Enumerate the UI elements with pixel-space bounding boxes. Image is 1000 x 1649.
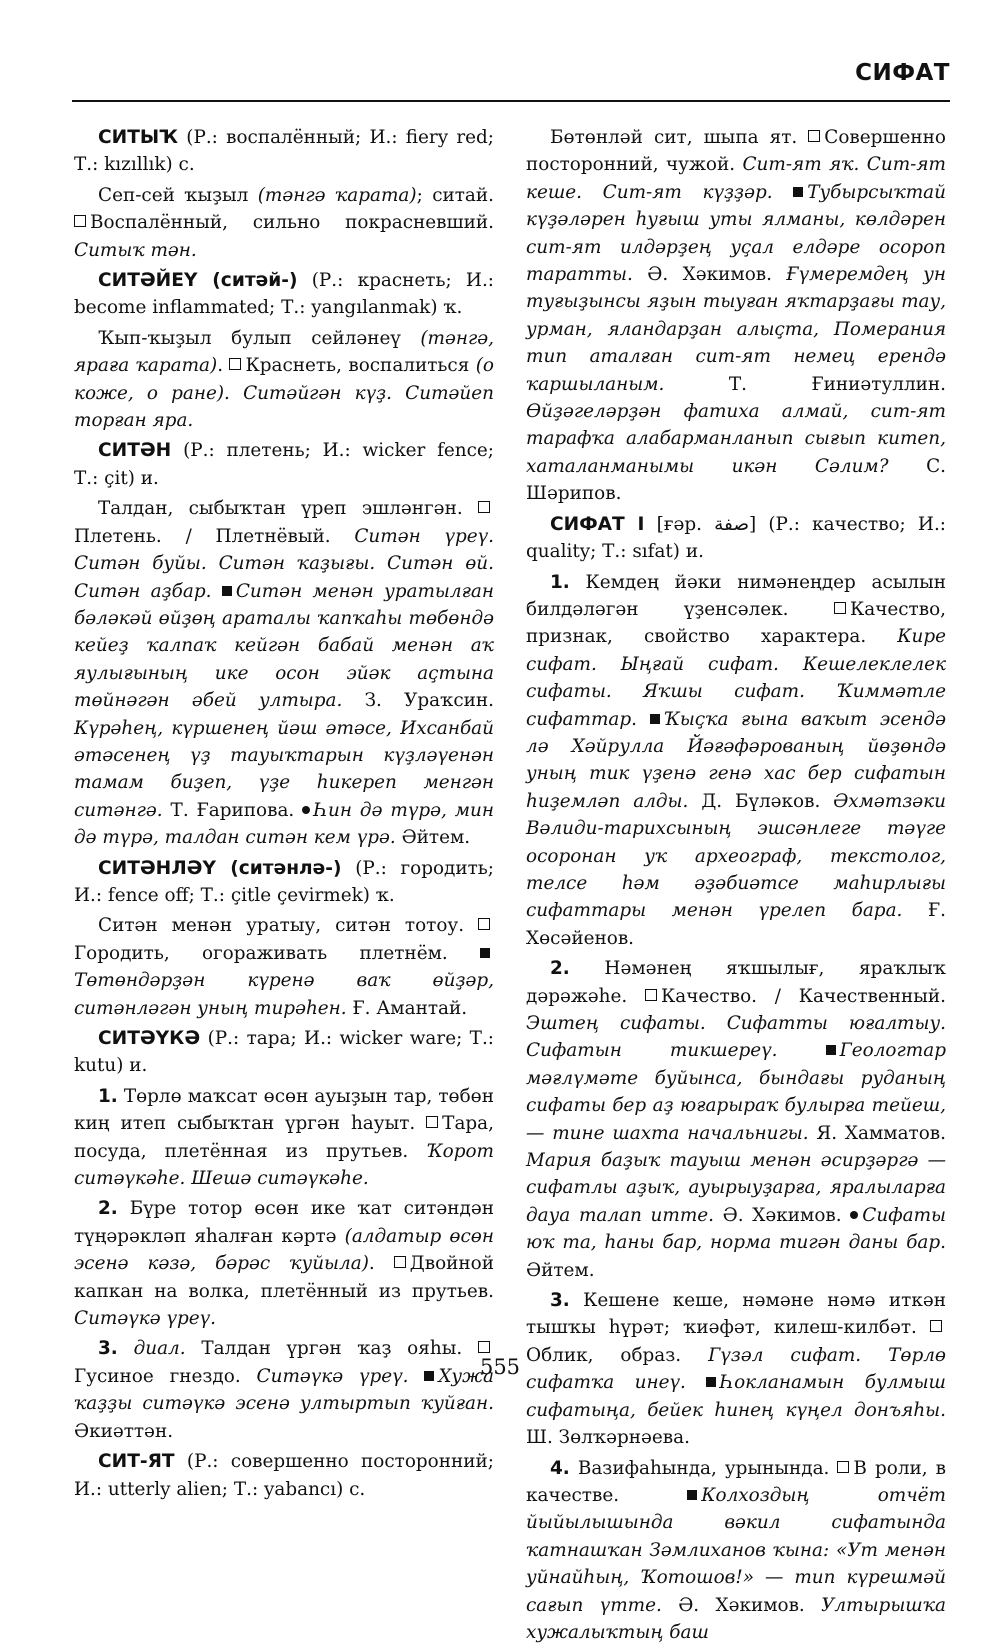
author: Ә. Хәкимов. — [632, 264, 787, 286]
author: Ә. Хәкимов. — [714, 1204, 851, 1226]
headword: СИФАТ I — [550, 513, 645, 535]
definition-text: Вазифаһында, урынында. — [569, 1457, 838, 1479]
translation: Городить, огораживать плетнём. — [74, 942, 480, 964]
citation: Ҡыҫҡа ғына ваҡыт эсендә лә Хәйрулла Йәғәфәрованың йөҙөндә уның тик үҙенә генә хас бер сифатын һиҙемләп алды. — [526, 708, 946, 812]
entry-sitanlau — [74, 855, 494, 910]
definition-text: Нәмәнең яҡшылығ, яраҡлыҡ дәрәжәһе. — [526, 958, 946, 1007]
grammar: (Р.: плетень; И.: wicker fence; Т.: çit) и. — [74, 440, 494, 489]
author: Я. Хамматов. — [808, 1122, 946, 1144]
russian-translation-icon — [930, 1320, 942, 1332]
page-number: 555 — [479, 1355, 521, 1379]
definition-text: Сеп-сей ҡыҙыл — [98, 184, 249, 206]
entry-sitauka — [74, 1025, 494, 1080]
gloss: (тәнгә, яраға ҡарата) — [74, 327, 495, 377]
grammar: (Р.: качество; И.: quality; Т.: sıfat) и. — [526, 513, 946, 563]
citation-icon — [826, 1045, 836, 1055]
example: (о коже, о ране). Ситәйгән күҙ. Ситәйеп торған яра. — [74, 355, 494, 432]
citation-icon — [650, 714, 660, 724]
source: Әйтем. — [526, 1259, 595, 1281]
headword: СИТӘНЛӘҮ (ситәнлә-) — [98, 857, 342, 879]
citation-icon — [793, 187, 803, 197]
grammar: (Р.: воспалённый; И.: fiery red; Т.: kızıllık) с. — [74, 127, 494, 176]
etymology: [ғәр. صفة] — [644, 513, 757, 535]
definition — [74, 325, 494, 435]
russian-translation-icon — [229, 358, 241, 370]
example: Ситыҡ тән. — [74, 239, 197, 261]
definition-text: Кешене кеше, нәмәне нәмә иткән тышҡы һүрәт; ҡиәфәт, килеш-килбәт. — [526, 1290, 946, 1339]
citation: Өйҙәгеләрҙән фатиха алмай, сит-ят тарафҡа алабарманланып сығып китеп, хаталанманымы икән Сәлим? — [526, 401, 946, 477]
sense-1 — [526, 569, 946, 953]
russian-translation-icon — [74, 215, 86, 227]
left-column — [74, 124, 494, 1506]
headword: СИТӘҮКӘ — [98, 1028, 201, 1049]
definition-text: Ҡып-ҡыҙыл булып сейләнеү — [98, 327, 401, 349]
author: Д. Бүләков. — [688, 790, 834, 812]
russian-translation-icon — [834, 602, 846, 614]
definition — [526, 124, 946, 508]
example: Сит-ят яҡ. Сит-ят кеше. Сит-ят күҙҙәр. — [526, 154, 946, 203]
citation: Геологтар мәғлүмәте буйынса, бындағы руданың сифаты бер аҙ юғарыраҡ булырға тейеш, — тине шахта начальнигы. — [526, 1040, 946, 1144]
definition-text: Төрлө маҡсат өсөн ауыҙын тар, төбөн киң итеп сыбыҡтан үргән һауыт. — [74, 1085, 494, 1135]
entry-sitayeu — [74, 267, 494, 322]
headword: СИТӘН — [98, 440, 172, 462]
running-head: СИФАТ — [855, 60, 950, 86]
citation: Ултырышҡа хужалыҡтың баш — [526, 1594, 946, 1643]
author: Ғ. Амантай. — [346, 997, 468, 1019]
definition-text: . — [217, 355, 230, 377]
translation: Двойной капкан на волка, плетённый из прутьев. — [74, 1253, 494, 1302]
russian-translation-icon — [478, 1341, 490, 1353]
proverb-icon — [850, 1211, 858, 1219]
citation: Төтөндәрҙән күренә ваҡ өйҙәр, ситәнләгән уның тирәһен. — [74, 970, 494, 1019]
russian-translation-icon — [808, 130, 820, 142]
translation: Тара, посуда, плетённая из прутьев. — [74, 1113, 494, 1162]
proverb: Сифаты юҡ та, һаны бар, норма тигән даны бар. — [526, 1204, 946, 1254]
translation: Качество. / Качественный. — [661, 985, 946, 1007]
example: Ситәүкә үреү. — [74, 1308, 216, 1330]
definition-text: Кемдең йәки нимәнеңдер — [569, 571, 872, 593]
entry-sit-yat — [74, 1448, 494, 1503]
definition-text: . — [368, 1253, 394, 1275]
grammar: (Р.: краснеть; И.: become inflammated; Т.: yangılanmak) ҡ. — [74, 270, 494, 319]
example: Ситән үреү. Ситән буйы. Ситән ҡаҙығы. Ситән өй. Ситән аҙбар. — [74, 525, 494, 602]
citation-icon — [222, 586, 232, 596]
headword: СИТ-ЯТ — [98, 1451, 175, 1473]
translation: В роли, в качестве. — [526, 1457, 946, 1506]
author: Ш. Зөлҡәрнәева. — [526, 1427, 690, 1449]
definition-text: Талдан үргән ҡаҙ ояһы. — [185, 1338, 478, 1360]
sense-number: 2. — [550, 958, 570, 980]
translation: Облик, образ. — [526, 1344, 709, 1366]
definition — [74, 495, 494, 851]
sense-1 — [74, 1083, 494, 1193]
sense-number: 3. — [98, 1338, 118, 1360]
gloss: (алдатыр өсөн эсенә кәзә, бәрәс ҡуйыла) — [74, 1225, 494, 1275]
author: Т. Ғиниәтуллин. — [664, 373, 946, 395]
example: Ҡорот ситәүкәһе. Шешә ситәүкәһе. — [74, 1140, 494, 1190]
author: С. Шәрипов. — [526, 455, 946, 505]
sense-number: 3. — [550, 1290, 570, 1312]
entry-sifat — [526, 511, 946, 566]
sense-2 — [526, 955, 946, 1284]
author: Ғ. Хөсәйенов. — [526, 900, 946, 949]
definition-text: асылын билдәләгән үҙенсәлек. — [526, 571, 946, 620]
headword: СИТӘЙЕҮ (ситәй-) — [98, 270, 298, 292]
entry-sityk — [74, 124, 494, 179]
proverb-icon — [302, 806, 310, 814]
headword: СИТЫҠ — [98, 127, 179, 148]
definition-text: Талдан, сыбыҡтан үреп эшләнгән. — [98, 498, 478, 520]
translation: Гусиное гнездо. — [74, 1365, 257, 1387]
definition-text: Бөтөнләй сит, шыпа ят. — [550, 127, 809, 148]
author: З. Ураҡсин. — [342, 690, 494, 712]
citation: Ситән менән уратылған бәләкәй өйҙөң араталы ҡапҡаһы төбөндә кейеҙ ҡалпаҡ кейгән бабай менән аҡ яулығының ике осон эйәк аҫтына төйнәгән әбей ултыра. — [74, 580, 494, 712]
citation: Тубырсыҡтай күҙәләрен һуғыш уты ялманы, көлдәрен сит-ят илдәрҙең уҫал елдәре осороп таратты. — [526, 181, 946, 286]
source: Әйтем. — [395, 827, 471, 849]
grammar: (Р.: городить; И.: fence off; Т.: çitle çevirmek) ҡ. — [74, 857, 495, 906]
header-rule — [72, 100, 950, 102]
definition-text: ; ситай. — [416, 184, 494, 206]
citation: Күрәһең, күршенең йәш әтәсе, Ихсанбай әтәсенең үҙ тауыҡтарын күҙләүенән тамам биҙеп, үҙе һикереп менгән ситәнгә. — [74, 717, 494, 821]
citation: Колхоздың отчёт йыйылышында вәкил сифатында ҡатнашҡан Зәмлиханов ҡына: «Ут менән уйнайһың, Ҡотошов!» — тип күрешмәй сағып үтте. — [526, 1484, 946, 1616]
example: Ситәүкә үреү. — [256, 1365, 409, 1387]
sense-4 — [526, 1455, 946, 1647]
definition — [74, 182, 494, 264]
russian-translation-icon — [837, 1461, 849, 1473]
russian-translation-icon — [426, 1116, 438, 1128]
grammar: (Р.: тара; И.: wicker ware; Т.: kutu) и. — [74, 1028, 494, 1077]
definition — [74, 912, 494, 1022]
example: Эштең сифаты. Сифатты юғалтыу. Сифатын тикшереү. — [526, 1013, 946, 1062]
sense-3 — [74, 1335, 494, 1445]
sense-number: 1. — [98, 1085, 118, 1107]
citation: Мария баҙыҡ тауыш менән әсирҙәргә — сифатлы аҙыҡ, ауырыуҙарға, яралыларға дауа талап итте. — [526, 1150, 946, 1226]
example: Гүзәл сифат. Төрлө сифатҡа инеү. — [526, 1344, 946, 1394]
author: Ә. Хәкимов. — [661, 1594, 822, 1616]
translation: Воспалённый, сильно покрасневший. — [90, 212, 494, 234]
definition-text: Ситән менән уратыу, ситән тотоу. — [98, 915, 478, 937]
russian-translation-icon — [478, 501, 490, 513]
definition-text: Бүре тотор өсөн ике ҡат ситәндән түңәрәкләп яһалған кәртә — [74, 1198, 494, 1247]
author: Т. Ғарипова. — [162, 799, 303, 821]
source: Әкиәттән. — [74, 1420, 174, 1442]
label: диал. — [117, 1338, 186, 1360]
translation: Краснеть, воспалиться — [245, 355, 476, 377]
citation: Ғүмеремдең ун туғыҙынсы яҙын тыуған яҡтарҙағы тау, урман, яландарҙан алыҫта, Померания тип аталған сит-ят немец ерендә ҡаршыланым. — [526, 264, 947, 395]
sense-2 — [74, 1195, 494, 1332]
gloss: (тәнгә ҡарата) — [248, 184, 417, 206]
citation: Әхмәтзәки Вәлиди-тарихсының эшсәнлеге тәүге осоронан уҡ археограф, текстолог, телсе һәм әҙәбиәтсе маһирлығы сифаттары менән үрелеп бара. — [526, 790, 946, 922]
citation-icon — [687, 1490, 697, 1500]
sense-number: 4. — [550, 1457, 570, 1479]
sense-number: 2. — [98, 1198, 118, 1220]
sense-number: 1. — [550, 571, 570, 593]
citation-icon — [480, 948, 490, 958]
citation: Хужа ҡаҙҙы ситәүкә эсенә ултыртып ҡуйған. — [74, 1365, 494, 1415]
russian-translation-icon — [645, 989, 657, 1001]
russian-translation-icon — [478, 918, 490, 930]
right-column — [526, 124, 946, 1649]
translation: Плетень. / Плетнёвый. — [74, 525, 355, 547]
proverb: Һин дә түрә, мин дә түрә, талдан ситән кем үрә. — [74, 799, 494, 849]
citation: Һокланамын булмыш сифатыңа, бейек һинең күңел донъяһы. — [526, 1372, 946, 1421]
russian-translation-icon — [394, 1256, 406, 1268]
grammar: (Р.: совершенно посторонний; И.: utterly alien; Т.: yabancı) с. — [74, 1451, 494, 1500]
translation: Качество, признак, свойство характера. — [526, 598, 946, 648]
entry-sitan — [74, 437, 494, 492]
translation: Совершенно посторонний, чужой. — [526, 127, 946, 176]
example: Кире сифат. Ыңғай сифат. Кешелеклелек сифаты. Яҡшы сифат. Ҡиммәтле сифаттар. — [526, 626, 946, 730]
